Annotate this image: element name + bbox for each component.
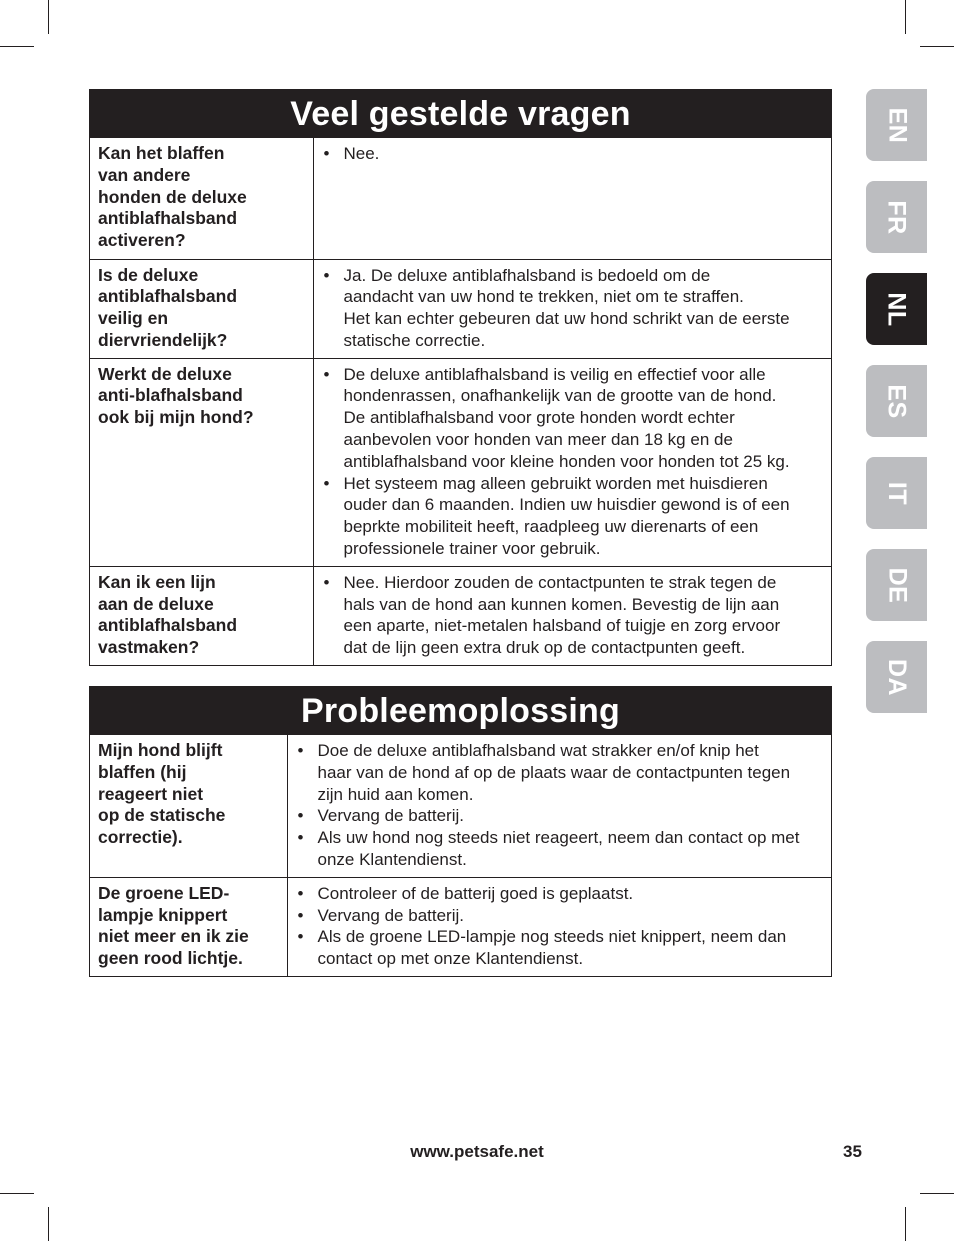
troubleshooting-section [89, 686, 832, 977]
faq-question [90, 138, 313, 259]
table-row [90, 358, 831, 566]
crop-mark [905, 0, 906, 34]
language-tab-de[interactable] [866, 549, 927, 621]
solution-bullet: • Doe de deluxe antiblafhalsband wat strakker en/of knip het haar van de hond af op de plaats waar de contactpunten tegen zijn huid aan komen. [298, 740, 826, 805]
language-tab-label: ES [882, 383, 911, 419]
faq-answer [313, 358, 831, 566]
language-tab-label: DE [882, 567, 911, 603]
language-tab-en[interactable] [866, 89, 927, 161]
question-text: Kan ik een lijn aan de deluxe antiblafhalsband vastmaken? [98, 571, 238, 658]
troubleshooting-table [90, 735, 831, 976]
problem-text: Mijn hond blijft blaffen (hij reageert niet op de statische correctie). [98, 740, 226, 848]
solution-bullet: • Als uw hond nog steeds niet reageert, neem dan contact op met onze Klantendienst. [298, 827, 826, 871]
language-tab-label: NL [882, 291, 911, 327]
language-tab-label: EN [882, 107, 911, 143]
answer-bullet: • Ja. De deluxe antiblafhalsband is bedoeld om de aandacht van uw hond te trekken, niet om te straffen. Het kan echter gebeuren dat uw hond schrikt van de eerste statische correctie. [324, 265, 826, 352]
solution-bullet: • Vervang de batterij. [298, 805, 826, 827]
language-tab-fr[interactable] [866, 181, 927, 253]
footer-url[interactable]: www.petsafe.net [410, 1142, 544, 1161]
faq-question [90, 566, 313, 665]
table-row [90, 877, 831, 976]
faq-answer [313, 259, 831, 358]
solution-bullet: • Als de groene LED-lampje nog steeds niet knippert, neem dan contact op met onze Klantendienst. [298, 926, 826, 970]
crop-mark [0, 1193, 34, 1194]
language-tab-es[interactable] [866, 365, 927, 437]
faq-table [90, 138, 831, 665]
faq-title: Veel gestelde vragen [90, 90, 831, 138]
table-row [90, 138, 831, 259]
answer-bullet: • Nee. [324, 143, 826, 165]
faq-answer [313, 138, 831, 259]
language-tab-label: DA [882, 658, 911, 696]
problem-description [90, 877, 287, 976]
table-row [90, 566, 831, 665]
faq-question [90, 358, 313, 566]
crop-mark [48, 0, 49, 34]
solution-list [287, 877, 831, 976]
language-tab-da[interactable] [866, 641, 927, 713]
table-row [90, 735, 831, 877]
crop-mark [0, 46, 34, 47]
answer-bullet: • De deluxe antiblafhalsband is veilig en effectief voor alle hondenrassen, onafhankelijk van de grootte van de hond. De antiblafhalsband voor grote honden wordt echter aanbevolen voor honden van meer dan 18 kg en de antiblafhalsband voor kleine honden voor honden tot 25 kg. [324, 364, 826, 473]
language-tab-label: FR [882, 199, 911, 235]
crop-mark [920, 1193, 954, 1194]
problem-description [90, 735, 287, 877]
solution-bullet: • Vervang de batterij. [298, 905, 826, 927]
question-text: Kan het blaffen van andere honden de deluxe antiblafhalsband activeren? [98, 143, 247, 251]
problem-text: De groene LED- lampje knippert niet meer en ik zie geen rood lichtje. [98, 882, 249, 969]
page-number: 35 [843, 1142, 862, 1161]
language-tab-label: IT [883, 481, 911, 505]
faq-section [89, 89, 832, 666]
solution-list [287, 735, 831, 877]
answer-bullet: • Nee. Hierdoor zouden de contactpunten te strak tegen de hals van de hond aan kunnen komen. Bevestig de lijn aan een aparte, niet-metalen halsband of tuigje en zorg ervoor dat de lijn geen extra druk op de contactpunten geeft. [324, 572, 826, 659]
faq-answer [313, 566, 831, 665]
faq-question [90, 259, 313, 358]
crop-mark [48, 1207, 49, 1241]
language-tab-nl[interactable] [866, 273, 927, 345]
troubleshooting-title: Probleemoplossing [90, 687, 831, 735]
question-text: Is de deluxe antiblafhalsband veilig en diervriendelijk? [98, 264, 238, 350]
crop-mark [905, 1207, 906, 1241]
table-row [90, 259, 831, 358]
question-text: Werkt de deluxe anti-blafhalsband ook bij mijn hond? [98, 363, 254, 428]
crop-mark [920, 46, 954, 47]
answer-bullet: • Het systeem mag alleen gebruikt worden met huisdieren ouder dan 6 maanden. Indien uw huisdier gewond is of een beprkte mobiliteit heeft, raadpleeg uw dierenarts of een professionele trainer voor gebruik. [324, 473, 826, 560]
language-tab-it[interactable] [866, 457, 927, 529]
solution-bullet: • Controleer of de batterij goed is geplaatst. [298, 883, 826, 905]
